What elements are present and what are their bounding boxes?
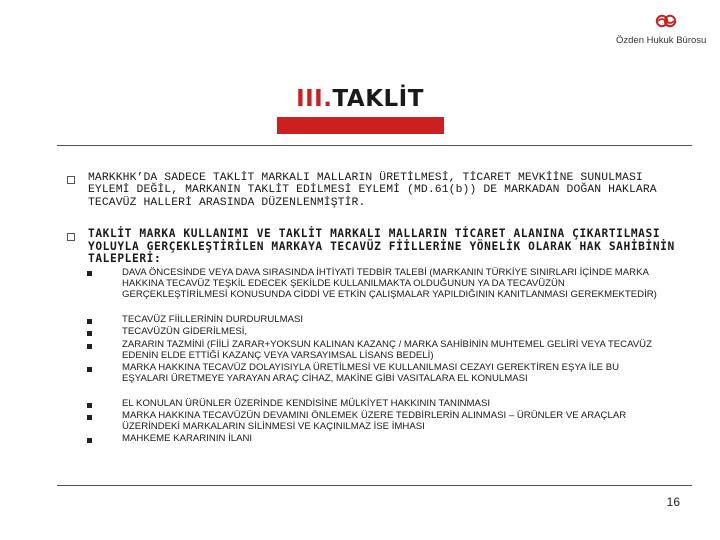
sub-bullet-text: TECAVÜZÜN GİDERİLMESİ,	[122, 326, 248, 337]
square-bullet-icon	[87, 344, 92, 349]
hollow-bullet-icon	[67, 233, 75, 241]
page-title	[0, 86, 720, 112]
bullet-text: TAKLİT MARKA KULLANIMI VE TAKLİT MARKALI MALLARIN TİCARET ALANINA ÇIKARTILMASI YOLUYLA GERÇEKLEŞTİRİLEN MARKAYA TECAVÜZ FİİLLERİNE YÖNELİK OLARAK HAK SAHİBİNİN TALEPLERİ:	[88, 227, 675, 266]
title-underline-bar	[277, 117, 444, 134]
sub-bullet-text: MAHKEME KARARININ İLANI	[122, 433, 253, 444]
square-bullet-icon	[87, 415, 92, 420]
logo	[612, 8, 720, 48]
square-bullet-icon	[87, 319, 92, 324]
top-divider	[57, 145, 692, 146]
hollow-bullet-icon	[67, 176, 75, 184]
sub-bullet-text: DAVA ÖNCESİNDE VEYA DAVA SIRASINDA İHTİYATİ TEDBİR TALEBİ (MARKANIN TÜRKİYE SINIRLARI İÇİNDE MARKA HAKKINA TECAVÜZ TEŞKİL EDECEK ŞEKİLDE KULLANILMAKTA OLDUĞUNUN YA DA TECAVÜZÜN GERÇEKLEŞTİRİLMESİ KONUSUNDA CİDDİ VE ETKİN ÇALIŞMALAR YAPILDIĞININ KANITLANMASI GEREKMEKTEDİR)	[122, 267, 657, 300]
sub-bullet-text: TECAVÜZ FİİLLERİNİN DURDURULMASI	[122, 314, 304, 325]
sub-bullet-text: MARKA HAKKINA TECAVÜZÜN DEVAMINI ÖNLEMEK ÜZERE TEDBİRLERİN ALINMASI – ÜRÜNLER VE ARAÇLAR ÜZERİNDEKİ MARKALARIN SİLİNMESİ VE KAÇINILMAZ İSE İMHASI	[122, 410, 627, 432]
title-word: TAKLİT	[332, 86, 424, 112]
square-bullet-icon	[87, 331, 92, 336]
sub-bullet-text: ZARARIN TAZMİNİ (FİİLİ ZARAR+YOKSUN KALINAN KAZANÇ / MARKA SAHİBİNİN MUHTEMEL GELİRİ VEYA TECAVÜZ EDENİN ELDE ETTİĞİ KAZANÇ VEYA VARSAYIMSAL LİSANS BEDELİ)	[122, 339, 652, 361]
square-bullet-icon	[87, 438, 92, 443]
bullet-text: MARKKHK’DA SADECE TAKLİT MARKALI MALLARIN ÜRETİLMESİ, TİCARET MEVKİİNE SUNULMASI EYLEMİ DEĞİL, MARKANIN TAKLİT EDİLMESİ EYLEMİ (MD.61(b)) DE MARKADAN DOĞAN HAKLARA TECAVÜZ HALLERİ ARASINDA DÜZENLENMİŞTİR.	[88, 172, 657, 209]
sub-bullet-text: EL KONULAN ÜRÜNLER ÜZERİNDE KENDİSİNE MÜLKİYET HAKKININ TANINMASI	[122, 398, 491, 409]
logo-text: Özden Hukuk Bürosu	[616, 35, 707, 46]
bottom-divider	[57, 485, 692, 486]
square-bullet-icon	[87, 271, 92, 276]
logo-mark-icon	[654, 14, 678, 28]
page-number: 16	[666, 495, 680, 509]
sub-bullet-text: MARKA HAKKINA TECAVÜZ DOLAYISIYLA ÜRETİLMESİ VE KULLANILMASI CEZAYI GEREKTİREN EŞYA İLE BU EŞYALARI ÜRETMEYE YARAYAN ARAÇ CİHAZ, MAKİNE GİBİ VASITALARA EL KONULMASI	[122, 362, 620, 384]
square-bullet-icon	[87, 403, 92, 408]
title-number: III.	[296, 86, 333, 112]
square-bullet-icon	[87, 367, 92, 372]
